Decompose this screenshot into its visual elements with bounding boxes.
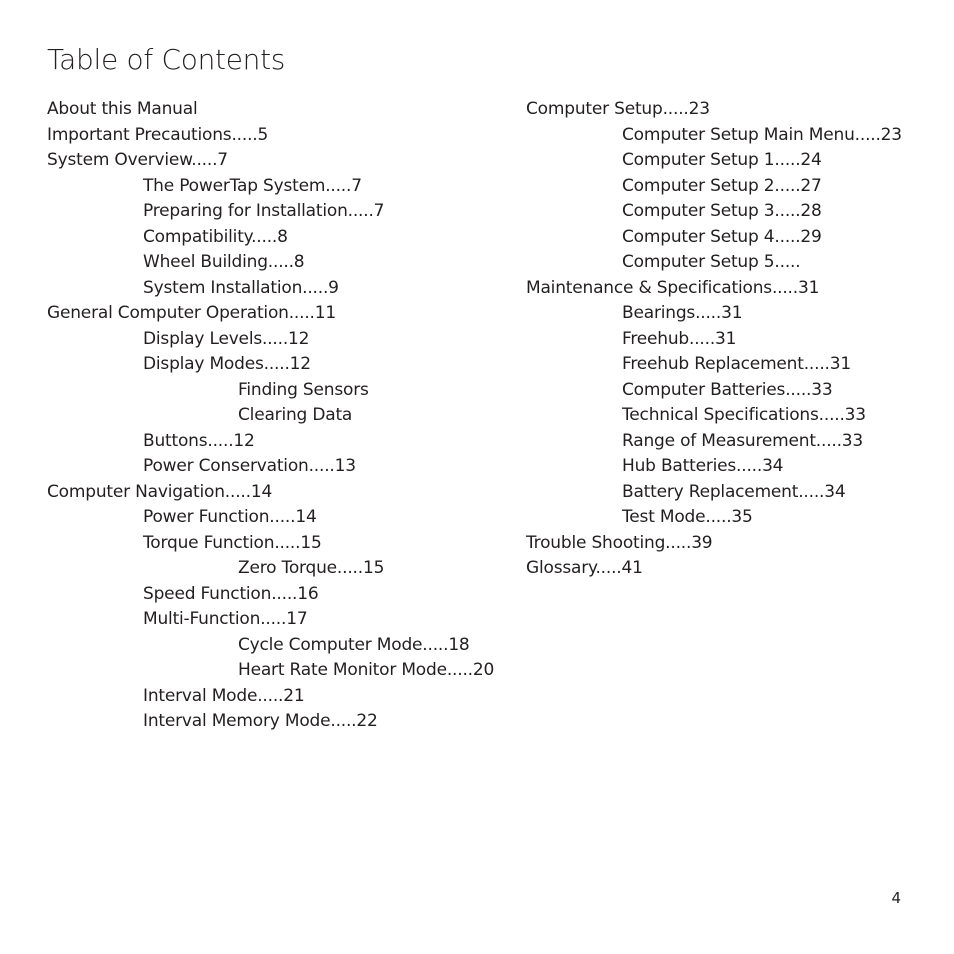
toc-entry[interactable]: Speed Function.....16 — [143, 583, 319, 604]
toc-entry[interactable]: Torque Function.....15 — [143, 532, 322, 553]
toc-entry[interactable]: Power Function.....14 — [143, 507, 317, 527]
toc-entry[interactable]: The PowerTap System.....7 — [143, 175, 362, 196]
toc-entry[interactable]: Technical Specifications.....33 — [622, 405, 866, 425]
toc-entry[interactable]: Hub Batteries.....34 — [622, 456, 784, 476]
toc-entry[interactable]: Test Mode.....35 — [622, 507, 753, 527]
toc-entry[interactable]: Multi-Function.....17 — [143, 609, 308, 629]
toc-left-column — [47, 96, 494, 734]
toc-entry[interactable]: Maintenance & Specifications.....31 — [526, 277, 820, 298]
toc-entry[interactable]: Display Modes.....12 — [143, 354, 311, 374]
toc-entry[interactable]: Computer Setup 1.....24 — [622, 150, 822, 170]
toc-entry[interactable]: Clearing Data — [238, 405, 353, 425]
toc-entry[interactable]: Finding Sensors — [238, 379, 369, 400]
toc-entry[interactable]: Computer Batteries.....33 — [622, 379, 833, 400]
toc-entry[interactable]: Battery Replacement.....34 — [622, 481, 846, 502]
toc-entry[interactable]: Computer Setup.....23 — [526, 99, 710, 119]
toc-entry[interactable]: Power Conservation.....13 — [143, 456, 356, 476]
page-number: 4 — [891, 889, 901, 907]
toc-entry[interactable]: Display Levels.....12 — [143, 328, 310, 349]
toc-entry[interactable]: Important Precautions.....5 — [47, 124, 269, 145]
toc-entry[interactable]: Trouble Shooting.....39 — [526, 532, 713, 553]
toc-entry[interactable]: Buttons.....12 — [143, 430, 255, 451]
toc-entry[interactable]: Computer Setup 2.....27 — [622, 175, 822, 196]
toc-entry[interactable]: Zero Torque.....15 — [238, 558, 385, 578]
page-title: Table of Contents — [47, 43, 286, 76]
toc-entry[interactable]: Heart Rate Monitor Mode.....20 — [238, 660, 495, 680]
toc-entry[interactable]: General Computer Operation.....11 — [47, 303, 336, 323]
toc-entry[interactable]: Computer Setup 3.....28 — [622, 201, 822, 221]
toc-entry[interactable]: Bearings.....31 — [622, 303, 743, 323]
toc-entry[interactable]: Computer Setup 4.....29 — [622, 226, 822, 247]
toc-entry[interactable]: Computer Setup 5..... — [622, 252, 801, 272]
toc-entry[interactable]: Glossary.....41 — [526, 558, 643, 578]
toc-entry[interactable]: Interval Memory Mode.....22 — [143, 711, 378, 731]
toc-entry[interactable]: System Overview.....7 — [47, 150, 228, 170]
toc-right-column — [526, 96, 902, 581]
toc-entry[interactable]: About this Manual — [47, 99, 198, 119]
toc-entry[interactable]: Range of Measurement.....33 — [622, 430, 864, 451]
toc-entry[interactable]: Compatibility.....8 — [143, 226, 288, 247]
toc-entry[interactable]: Freehub.....31 — [622, 328, 737, 349]
toc-entry[interactable]: Computer Setup Main Menu.....23 — [622, 124, 902, 145]
toc-entry[interactable]: System Installation.....9 — [143, 277, 339, 298]
toc-entry[interactable]: Cycle Computer Mode.....18 — [238, 634, 470, 655]
toc-entry[interactable]: Preparing for Installation.....7 — [143, 201, 385, 221]
toc-entry[interactable]: Wheel Building.....8 — [143, 252, 305, 272]
toc-entry[interactable]: Computer Navigation.....14 — [47, 481, 273, 502]
toc-entry[interactable]: Freehub Replacement.....31 — [622, 354, 851, 374]
toc-entry[interactable]: Interval Mode.....21 — [143, 685, 305, 706]
